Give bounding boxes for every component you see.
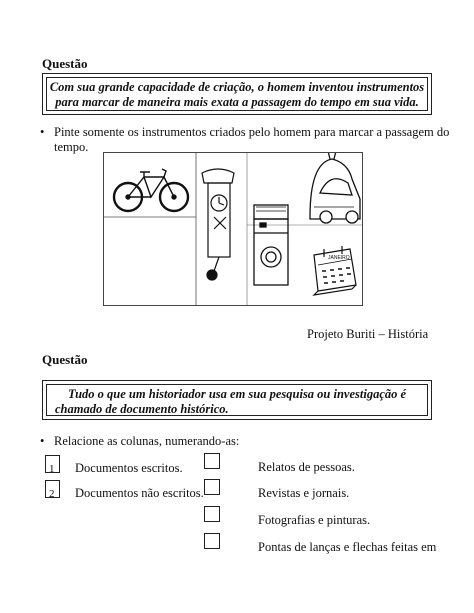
right-item-label: Fotografias e pinturas. — [258, 513, 371, 527]
answer-box[interactable] — [204, 453, 220, 469]
q1-credit: Projeto Buriti – História — [307, 327, 429, 341]
right-item-label: Pontas de lanças e flechas feitas em — [258, 540, 437, 554]
left-item-label: Documentos escritos. — [75, 461, 183, 475]
q2-heading: Questão — [42, 352, 88, 367]
answer-box[interactable] — [204, 479, 220, 495]
car-icon — [310, 153, 360, 223]
q1-statement-line-2: para marcar de maneira mais exata a passagem do tempo em sua vida. — [55, 95, 419, 109]
bicycle-icon — [114, 169, 188, 211]
pendulum-clock-icon — [202, 169, 234, 280]
answer-box[interactable] — [204, 506, 220, 522]
right-item-label: Relatos de pessoas. — [258, 460, 355, 474]
instruments-drawing — [104, 153, 362, 305]
q2-statement-box — [42, 380, 432, 420]
left-item-number-box: 1 — [45, 455, 60, 473]
instruments-illustration — [103, 152, 363, 306]
right-item-label: Revistas e jornais. — [258, 486, 350, 500]
q1-instruction-line-1: Pinte somente os instrumentos criados pelo homem para marcar a passagem do — [54, 125, 450, 139]
left-item-number-box: 2 — [45, 480, 60, 498]
bullet-icon: • — [40, 125, 45, 139]
calendar-label: JANEIRO — [328, 255, 350, 261]
q1-heading: Questão — [42, 56, 88, 71]
q2-statement-line-2: chamado de documento histórico. — [55, 402, 229, 416]
washing-machine-icon — [254, 205, 288, 285]
bullet-icon: • — [40, 434, 45, 448]
q1-instruction-line-2: tempo. — [54, 140, 89, 154]
answer-box[interactable] — [204, 533, 220, 549]
q2-instruction — [40, 434, 239, 449]
q2-statement-line-1: Tudo o que um historiador usa em sua pesquisa ou investigação é — [67, 387, 407, 401]
calendar-icon — [314, 246, 356, 295]
q1-statement-line-1: Com sua grande capacidade de criação, o homem inventou instrumentos — [49, 80, 425, 94]
q1-instruction — [40, 125, 449, 140]
q2-instruction-text: Relacione as colunas, numerando-as: — [54, 434, 240, 448]
left-item-label: Documentos não escritos. — [75, 486, 204, 500]
q1-statement-box — [42, 73, 432, 115]
